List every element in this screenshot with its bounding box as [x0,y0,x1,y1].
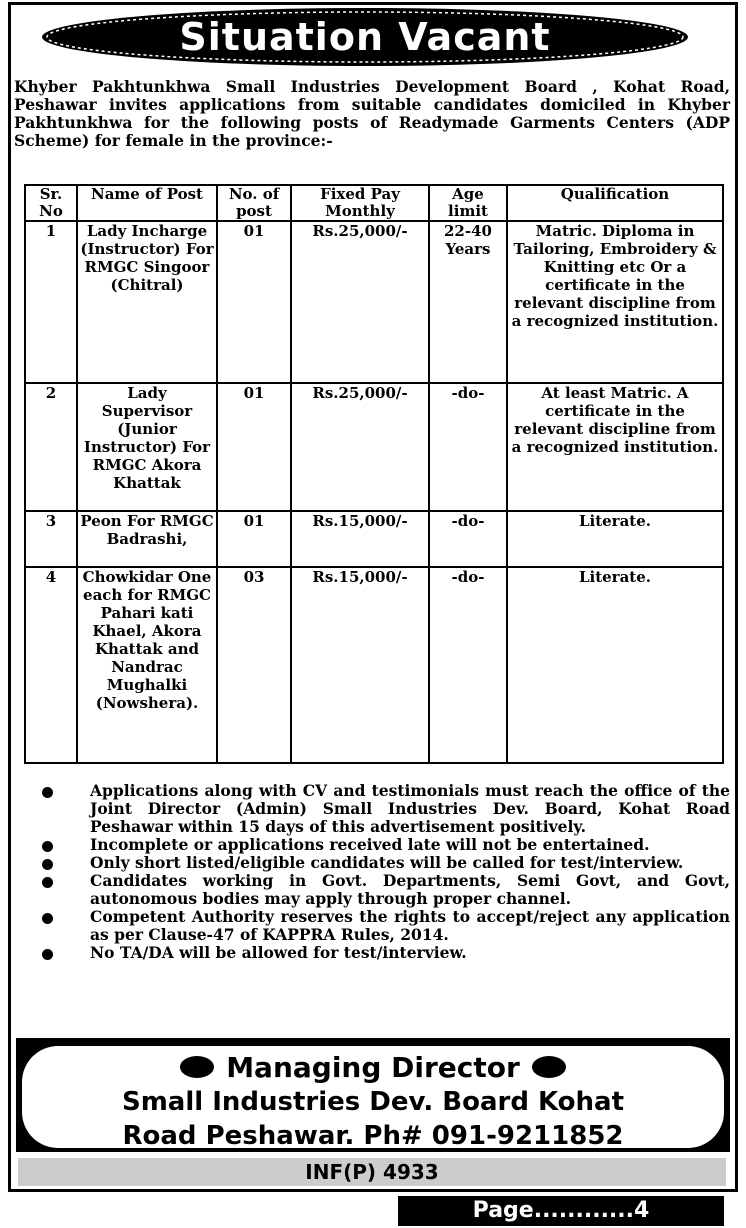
list-item [40,836,730,854]
contact-box-inner [22,1046,724,1151]
header-sr: Sr. No [25,185,77,221]
address-line-2: Road Peshawar. Ph# 091-9211852 [122,1121,624,1151]
note-text: Incomplete or applications received late will not be entertained. [90,835,650,854]
designation-line [22,1050,724,1084]
posts-table [24,184,724,764]
note-text: No TA/DA will be allowed for test/interview. [90,943,467,962]
cell-post: Lady Incharge (Instructor) For RMGC Singoor (Chitral) [77,221,217,383]
bullet-icon [42,859,53,870]
cell-sr: 3 [25,511,77,567]
header-post: Name of Post [77,185,217,221]
table-row [25,221,723,383]
note-text: Only short listed/eligible candidates will be called for test/interview. [90,853,684,872]
contact-box [16,1038,730,1152]
cell-age: -do- [429,567,507,763]
inf-number: INF(P) 4933 [18,1158,726,1186]
page-title: Situation Vacant [179,15,551,59]
list-item [40,854,730,872]
cell-qualification: Literate. [507,567,723,763]
cell-count: 01 [217,383,291,511]
cell-qualification: Literate. [507,511,723,567]
page-number: Page............4 [398,1196,724,1226]
cell-pay: Rs.15,000/- [291,511,429,567]
bullet-icon [42,841,53,852]
bullet-icon [42,787,53,798]
bullet-icon [42,913,53,924]
cell-age: -do- [429,383,507,511]
oval-bullet-icon [180,1056,214,1078]
cell-post: Peon For RMGC Badrashi, [77,511,217,567]
cell-post: Lady Supervisor (Junior Instructor) For RMGC Akora Khattak [77,383,217,511]
header-qualification: Qualification [507,185,723,221]
cell-pay: Rs.15,000/- [291,567,429,763]
note-text: Applications along with CV and testimonials must reach the office of the Joint Director (Admin) Small Industries Dev. Board, Kohat Road Peshawar within 15 days of this advertisement positively. [90,781,730,836]
table-header-row [25,185,723,221]
bullet-icon [42,949,53,960]
address-line-1: Small Industries Dev. Board Kohat [121,1087,625,1117]
cell-count: 01 [217,511,291,567]
title-banner [40,6,690,68]
cell-qualification: Matric. Diploma in Tailoring, Embroidery & Knitting etc Or a certificate in the relevant discipline from a recognized institution. [507,221,723,383]
header-age: Age limit [429,185,507,221]
header-pay: Fixed Pay Monthly [291,185,429,221]
instructions-list [40,782,730,962]
cell-age: -do- [429,511,507,567]
list-item [40,944,730,962]
designation: Managing Director [226,1050,520,1084]
cell-pay: Rs.25,000/- [291,221,429,383]
bullet-icon [42,877,53,888]
list-item [40,908,730,944]
cell-qualification: At least Matric. A certificate in the relevant discipline from a recognized institution. [507,383,723,511]
table-row [25,511,723,567]
note-text: Candidates working in Govt. Departments, Semi Govt, and Govt, autonomous bodies may apply through proper channel. [90,871,730,908]
intro-paragraph: Khyber Pakhtunkhwa Small Industries Development Board , Kohat Road, Peshawar invites applications from suitable candidates domiciled in Khyber Pakhtunkhwa for the following posts of Readymade Garments Centers (ADP Scheme) for female in the province:- [14,77,730,150]
header-count: No. of post [217,185,291,221]
cell-count: 01 [217,221,291,383]
cell-sr: 1 [25,221,77,383]
cell-pay: Rs.25,000/- [291,383,429,511]
cell-count: 03 [217,567,291,763]
oval-bullet-icon [532,1056,566,1078]
cell-sr: 2 [25,383,77,511]
note-text: Competent Authority reserves the rights to accept/reject any application as per Clause-47 of KAPPRA Rules, 2014. [90,907,730,944]
cell-post: Chowkidar One each for RMGC Pahari kati Khael, Akora Khattak and Nandrac Mughalki (Nowshera). [77,567,217,763]
cell-age: 22-40 Years [429,221,507,383]
table-row [25,567,723,763]
cell-sr: 4 [25,567,77,763]
list-item [40,872,730,908]
list-item [40,782,730,836]
table-row [25,383,723,511]
